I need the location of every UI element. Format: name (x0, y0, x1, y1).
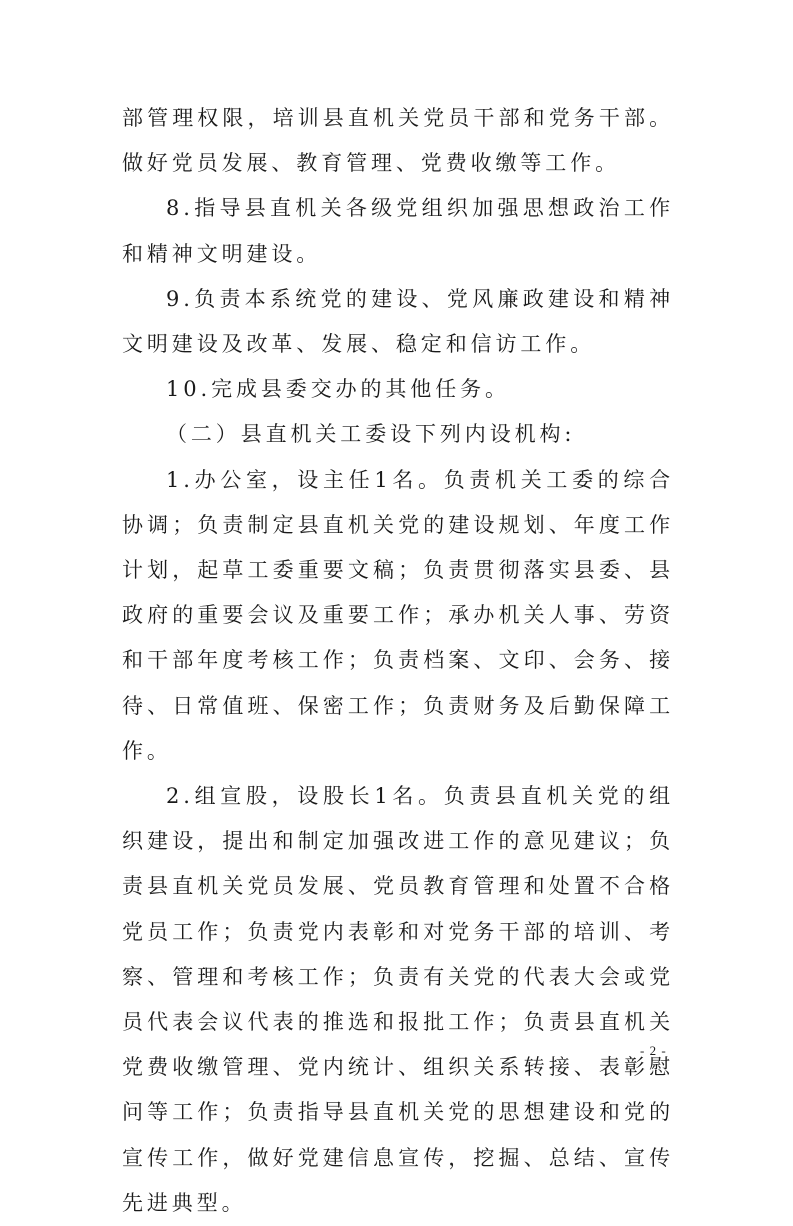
document-body (122, 96, 674, 1226)
paragraph-item-9: 9.负责本系统党的建设、党风廉政建设和精神文明建设及改革、发展、稳定和信访工作。 (122, 286, 674, 357)
paragraph-organization-publicity: 2.组宣股，设股长1名。负责县直机关党的组织建设，提出和制定加强改进工作的意见建议；负责县直机关党员发展、党员教育管理和处置不合格党员工作；负责党内表彰和对党务干部的培训、考察、管理和考核工作；负责有关党的代表大会或党员代表会议代表的推选和报批工作；负责县直机关党费收缴管理、党内统计、组织关系转接、表彰慰问等工作；负责指导县直机关党的思想建设和党的宣传工作，做好党建信息宣传，挖掘、总结、宣传先进典型。 (122, 784, 674, 1215)
section-heading-internal-institutions: （二）县直机关工委设下列内设机构: (166, 422, 576, 447)
paragraph-office: 1.办公室，设主任1名。负责机关工委的综合协调；负责制定县直机关党的建设规划、年度工作计划，起草工委重要文稿；负责贯彻落实县委、县政府的重要会议及重要工作；承办机关人事、劳资和干部年度考核工作；负责档案、文印、会务、接待、日常值班、保密工作；负责财务及后勤保障工作。 (122, 467, 674, 763)
paragraph-1: 部管理权限，培训县直机关党员干部和党务干部。做好党员发展、教育管理、党费收缴等工作。 (122, 106, 674, 176)
paragraph-item-10: 10.完成县委交办的其他任务。 (166, 377, 510, 402)
paragraph-item-8: 8.指导县直机关各级党组织加强思想政治工作和精神文明建设。 (122, 196, 674, 266)
page-number: - 2 - (640, 1043, 667, 1058)
